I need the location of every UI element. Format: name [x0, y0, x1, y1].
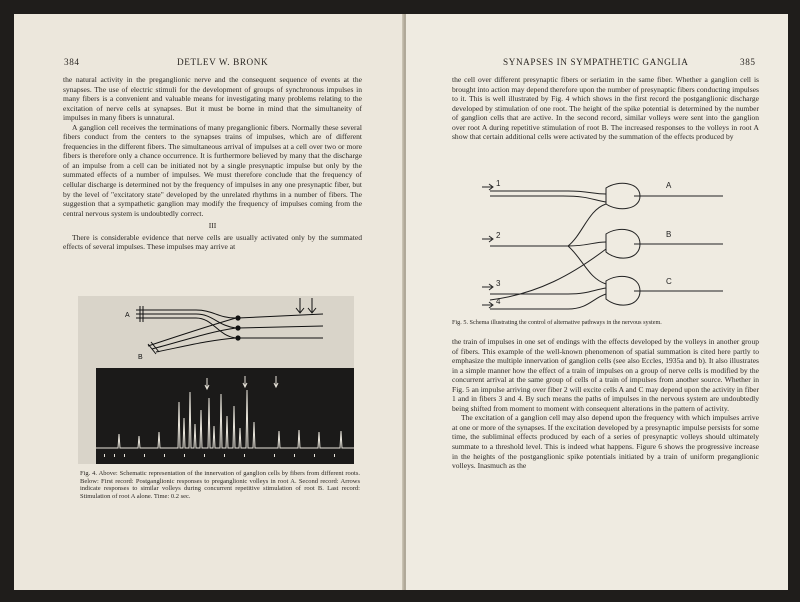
figure-5-graphic — [478, 174, 738, 314]
figure-5-caption: Fig. 5. Schema illustrating the control of alternative pathways in the nervous system. — [452, 319, 662, 326]
section-heading: III — [208, 221, 217, 231]
fiber-label: 4 — [496, 297, 501, 306]
oscillograph-records — [96, 368, 354, 464]
left-body-text — [63, 75, 362, 252]
right-page — [406, 14, 788, 590]
left-page — [14, 14, 404, 590]
fig4-label-a: A — [125, 312, 130, 319]
page-number-left: 384 — [64, 57, 80, 67]
page-number-right: 385 — [740, 57, 756, 67]
figure-5 — [478, 174, 738, 314]
paragraph: the natural activity in the preganglionic nerve and the consequent sequence of events at the synapses. The use of electric stimuli for the development of groups of synchronous impulses in many fibers is a convenient and valuable means for investigating many problems relating to the excitation of nerve cells at synapses. But it must be borne in mind that the simultaneity of impulses in many fibers is unnatural. — [63, 75, 362, 123]
right-top-text — [452, 75, 759, 142]
paragraph: There is considerable evidence that nerve cells are usually activated only by the summated effects of several impulses. These impulses may arrive at — [63, 232, 362, 252]
right-bottom-text — [452, 337, 759, 471]
cell-label: A — [666, 181, 672, 190]
paragraph: the train of impulses in one set of endings with the effects developed by the volleys in another group of fibers. This example of the well-known phenomenon of spatial summation is cited here partly to emphasize the multiple innervation of ganglion cells (see also Eccles, 1935a and b). It also illustrates in a simple manner how the effect of a train of impulses on a group of nerve cells is modified by the concurrent arrival at the same group of cells of a train of impulses from another source. Whether in Fig. 5 an impulse arriving over fiber 2 will excite cells A and C may depend upon the activity in fiber 1 and in fibers 3 and 4. By such means the paths of impulses in the nervous system are undoubtedly being shifted from moment to moment with consequent alterations in the pattern of activity. — [452, 337, 759, 413]
fiber-label: 1 — [496, 179, 501, 188]
paragraph: The excitation of a ganglion cell may also depend upon the frequency with which impulses arrive at one or more of the synapses. If the excitation developed by a presynaptic impulse persists for some time, the subliminal effects produced by each of a series of presynaptic volleys should ultimately summate to a threshold level. This is indeed what happens. Figure 6 shows the progressive increase in the heights of the postganglionic spike potentials initiated by a train of uniform preganglionic volleys. Inasmuch as the — [452, 413, 759, 471]
figure-4 — [78, 296, 354, 464]
fiber-paths — [482, 183, 723, 309]
fiber-label: 3 — [496, 279, 501, 288]
paragraph: A ganglion cell receives the terminations of many preganglionic fibers. Normally these several fibers conduct from the centers to the synapses trains of impulses, which are of different frequencies in the different fibers. The simultaneous arrival of impulses at a cell over two or more fibers is therefore only a chance occurrence. It is furthermore believed by many that the discharge of an impulse from a cell can be initiated not by a single presynaptic impulse but only by the summated effects of a number of impulses. We must therefore conclude that the frequency of cellular discharge is determined not by the frequency of impulses in any one presynaptic fiber, but by the level of "excitatory state" developed by the unrelated rhythms in a number of fibers. The suggestion that a sympathetic ganglion may modify the frequency of impulses coming from the central nervous system is undoubtedly correct. — [63, 122, 362, 218]
figure-4-caption: Fig. 4. Above: Schematic representation of the innervation of ganglion cells by fibers from different roots. Below: First record: Postganglionic responses to preganglionic volleys in root A. Second record: Arrows indicate responses to similar volleys during concurrent repetitive stimulation of root B. Last record: Stimulation of root A alone. Time: 0.2 sec. — [80, 470, 360, 501]
running-head-left: DETLEV W. BRONK — [177, 57, 269, 67]
cell-label: C — [666, 277, 672, 286]
fiber-label: 2 — [496, 231, 501, 240]
fig4-label-b: B — [138, 354, 143, 361]
cell-label: B — [666, 230, 672, 239]
ganglion-cells — [235, 315, 240, 340]
figure-4-graphic — [78, 296, 354, 464]
paragraph: the cell over different presynaptic fibers or seriatim in the same fiber. Whether a ganglion cell is brought into action may depend therefore upon the number of presynaptic fibers conducting impulses to it. This is well illustrated by Fig. 4 which shows in the first record the postganglionic discharge developed by stimulation of one root. The height of the spike potential is determined by the number of ganglion cells that are active. In the second record, similar volleys were sent into the ganglion over root A during repetitive stimulation of root B. The increased responses to the volleys in root A show that certain additional cells were activated by the summation of the effects produced by — [452, 75, 759, 142]
running-head-right: SYNAPSES IN SYMPATHETIC GANGLIA — [503, 57, 689, 67]
